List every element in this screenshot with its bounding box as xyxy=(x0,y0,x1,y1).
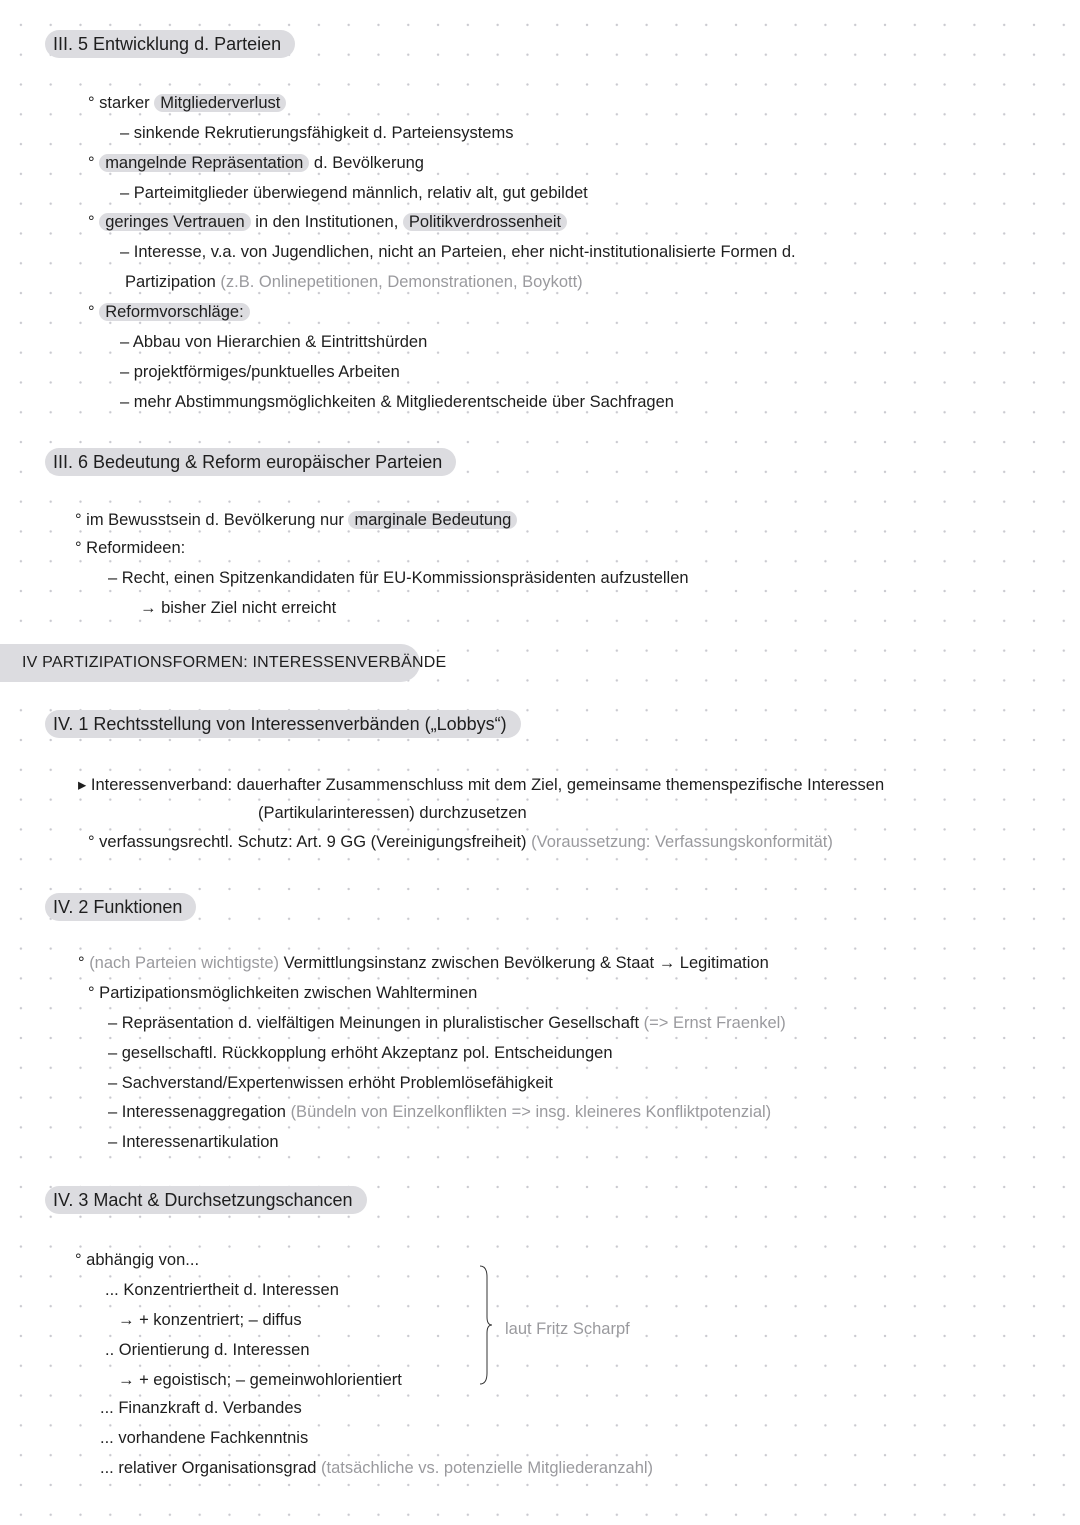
section-heading: IV. 2 Funktionen xyxy=(45,893,196,921)
brace-note: laut Fritz Scharpf xyxy=(505,1320,630,1338)
note-text: ° xyxy=(88,213,100,231)
highlighted-term: mangelnde Repräsentation xyxy=(99,154,309,172)
side-note: (=> Ernst Fraenkel) xyxy=(643,1014,786,1032)
note-line xyxy=(120,122,513,144)
note-text: ▸ Interessenverband: dauerhafter Zusammenschluss mit dem Ziel, gemeinsame themenspezifische Interessen xyxy=(78,776,885,794)
note-text: ° Partizipationsmöglichkeiten zwischen Wahlterminen xyxy=(88,984,478,1002)
note-line xyxy=(100,1397,302,1419)
side-note: (Voraussetzung: Verfassungskonformität) xyxy=(531,833,833,851)
note-text: – Interessenartikulation xyxy=(108,1133,279,1151)
note-text: – Abbau von Hierarchien & Eintrittshürden xyxy=(120,333,428,351)
note-text: – mehr Abstimmungsmöglichkeiten & Mitgliederentscheide über Sachfragen xyxy=(120,393,674,411)
highlighted-term: Politikverdrossenheit xyxy=(403,213,567,231)
note-text: ... relativer Organisationsgrad xyxy=(100,1459,322,1477)
highlighted-term: geringes Vertrauen xyxy=(99,213,250,231)
note-text: – Sachverstand/Expertenwissen erhöht Problemlösefähigkeit xyxy=(108,1074,553,1092)
note-line xyxy=(105,1279,339,1301)
note-line xyxy=(140,597,336,619)
note-text: – Interessenaggregation xyxy=(108,1103,291,1121)
note-line xyxy=(118,1369,402,1391)
note-text: ° im Bewusstsein d. Bevölkerung nur xyxy=(75,511,349,529)
note-line xyxy=(88,152,424,174)
note-line xyxy=(120,241,796,263)
note-line xyxy=(108,1012,786,1034)
note-line xyxy=(88,831,833,853)
note-text: ° starker xyxy=(88,94,155,112)
note-line xyxy=(108,1042,613,1064)
note-text: ... vorhandene Fachkenntnis xyxy=(100,1429,309,1447)
note-line xyxy=(120,361,400,383)
note-text: – sinkende Rekrutierungsfähigkeit d. Parteiensystems xyxy=(120,124,514,142)
note-line xyxy=(108,1072,553,1094)
note-text: ° verfassungsrechtl. Schutz: Art. 9 GG (Vereinigungsfreiheit) xyxy=(88,833,532,851)
note-text: Partizipation xyxy=(125,273,221,291)
note-text: ... Finanzkraft d. Verbandes xyxy=(100,1399,302,1417)
note-text: – Interesse, v.a. von Jugendlichen, nicht an Parteien, eher nicht-institutionalisierte Formen d. xyxy=(120,243,796,261)
note-line xyxy=(120,391,674,413)
section-heading: IV. 3 Macht & Durchsetzungschancen xyxy=(45,1186,367,1214)
chapter-heading: IV PARTIZIPATIONSFORMEN: INTERESSENVERBÄNDE xyxy=(0,644,420,682)
note-text: ° xyxy=(88,154,100,172)
note-line xyxy=(88,301,250,323)
note-line xyxy=(258,802,527,824)
note-line xyxy=(108,567,689,589)
note-line xyxy=(120,331,427,353)
note-text: ° abhängig von... xyxy=(75,1251,200,1269)
note-text: ° xyxy=(88,303,100,321)
note-line xyxy=(78,952,769,974)
section-heading: IV. 1 Rechtsstellung von Interessenverbänden („Lobbys“) xyxy=(45,710,521,738)
note-text: in den Institutionen, xyxy=(250,213,403,231)
note-text: – Recht, einen Spitzenkandidaten für EU-Kommissionspräsidenten aufzustellen xyxy=(108,569,689,587)
note-text: – Parteimitglieder überwiegend männlich, relativ alt, gut gebildet xyxy=(120,184,588,202)
note-text: .. Orientierung d. Interessen xyxy=(105,1341,310,1359)
note-line xyxy=(75,537,185,559)
note-line xyxy=(108,1101,771,1123)
note-text: (Partikularinteressen) durchzusetzen xyxy=(258,804,527,822)
note-text: – Repräsentation d. vielfältigen Meinungen in pluralistischer Gesellschaft xyxy=(108,1014,644,1032)
section-heading: III. 5 Entwicklung d. Parteien xyxy=(45,30,295,58)
note-text: ° Reformideen: xyxy=(75,539,186,557)
note-line xyxy=(125,271,583,293)
side-note: (nach Parteien wichtigste) xyxy=(89,954,280,972)
note-text: ° xyxy=(78,954,90,972)
note-text: – gesellschaftl. Rückkopplung erhöht Akzeptanz pol. Entscheidungen xyxy=(108,1044,613,1062)
note-line xyxy=(75,509,517,531)
note-line xyxy=(88,92,286,114)
highlighted-term: marginale Bedeutung xyxy=(348,511,517,529)
note-line xyxy=(88,982,477,1004)
note-line xyxy=(88,211,567,233)
note-text: – projektförmiges/punktuelles Arbeiten xyxy=(120,363,400,381)
note-text: Vermittlungsinstanz zwischen Bevölkerung & Staat → Legitimation xyxy=(279,954,769,972)
note-line xyxy=(100,1427,308,1449)
note-text: → bisher Ziel nicht erreicht xyxy=(140,599,337,617)
note-text: → + konzentriert; – diffus xyxy=(118,1311,302,1329)
note-line xyxy=(108,1131,279,1153)
side-note: (z.B. Onlinepetitionen, Demonstrationen, Boykott) xyxy=(220,273,583,291)
side-note: (Bündeln von Einzelkonflikten => insg. kleineres Konfliktpotenzial) xyxy=(290,1103,772,1121)
note-text: ... Konzentriertheit d. Interessen xyxy=(105,1281,339,1299)
curly-brace xyxy=(478,1265,492,1385)
highlighted-term: Mitgliederverlust xyxy=(154,94,286,112)
note-line xyxy=(78,774,884,796)
side-note: (tatsächliche vs. potenzielle Mitgliederanzahl) xyxy=(321,1459,654,1477)
section-heading: III. 6 Bedeutung & Reform europäischer Parteien xyxy=(45,448,456,476)
note-line xyxy=(100,1457,653,1479)
note-text: d. Bevölkerung xyxy=(309,154,424,172)
note-text: → + egoistisch; – gemeinwohlorientiert xyxy=(118,1371,402,1389)
highlighted-term: Reformvorschläge: xyxy=(99,303,249,321)
note-line xyxy=(75,1249,199,1271)
note-line xyxy=(118,1309,302,1331)
note-line xyxy=(105,1339,310,1361)
note-line xyxy=(120,182,588,204)
